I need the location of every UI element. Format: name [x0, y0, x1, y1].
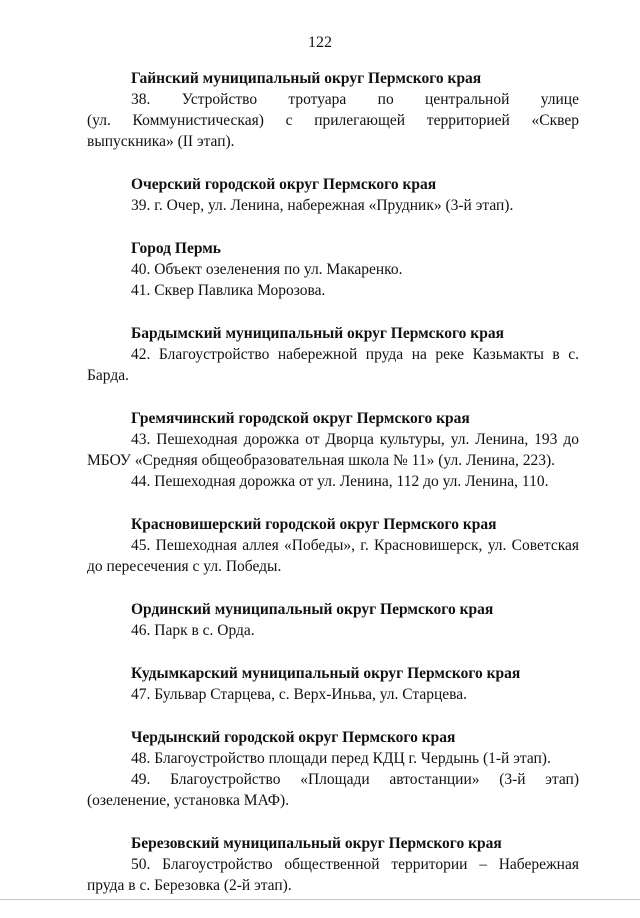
section-title: Гайнский муниципальный округ Пермского края: [131, 70, 482, 87]
section-title: Кудымкарский муниципальный округ Пермского края: [131, 665, 521, 682]
section-title: Очерский городской округ Пермского края: [131, 176, 437, 193]
list-item-41: 41. Сквер Павлика Морозова.: [131, 282, 326, 299]
section-berezovsky: [87, 833, 579, 896]
section-perm: [87, 238, 579, 301]
list-item-44: 44. Пешеходная дорожка от ул. Ленина, 112 до ул. Ленина, 110.: [131, 473, 549, 490]
list-item-42: 42. Благоустройство набережной пруда на реке Казьмакты в с. Барда.: [87, 346, 579, 384]
list-item-47: 47. Бульвар Старцева, с. Верх-Иньва, ул. Старцева.: [131, 686, 468, 703]
section-title: Красновишерский городской округ Пермского края: [131, 516, 497, 533]
section-title: Бардымский муниципальный округ Пермского края: [131, 325, 504, 342]
list-item-38-line1: 38. Устройство тротуара по центральной улице: [131, 91, 579, 108]
list-item-50: 50. Благоустройство общественной территории – Набережная пруда в с. Березовка (2-й этап).: [87, 856, 579, 894]
section-title: Ординский муниципальный округ Пермского края: [131, 601, 494, 618]
list-item-45: 45. Пешеходная аллея «Победы», г. Красновишерск, ул. Советская до пересечения с ул. Победы.: [87, 537, 579, 575]
section-gremyachinsky: [87, 408, 579, 492]
section-ochersky: [87, 174, 579, 216]
list-item-43: 43. Пешеходная дорожка от Дворца культуры, ул. Ленина, 193 до МБОУ «Средняя общеобразовательная школа № 11» (ул. Ленина, 223).: [87, 431, 579, 469]
section-title: Гремячинский городской округ Пермского края: [131, 410, 470, 427]
page-number: 122: [308, 34, 332, 51]
section-ordinsky: [87, 599, 579, 641]
section-cherdynsky: [87, 727, 579, 811]
list-item-49: 49. Благоустройство «Площади автостанции» (3-й этап) (озеленение, установка МАФ).: [87, 771, 579, 809]
list-item-46: 46. Парк в с. Орда.: [131, 622, 255, 639]
list-item-38-continuation: (ул. Коммунистическая) с прилегающей территорией «Сквер выпускника» (II этап).: [87, 112, 579, 150]
section-title: Березовский муниципальный округ Пермского края: [131, 835, 502, 852]
document-body: [87, 68, 579, 918]
section-bardymsky: [87, 323, 579, 386]
section-title: Чердынский городской округ Пермского края: [131, 729, 456, 746]
list-item-48: 48. Благоустройство площади перед КДЦ г. Чердынь (1-й этап).: [131, 750, 551, 767]
list-item-40: 40. Объект озеленения по ул. Макаренко.: [131, 261, 403, 278]
page-bottom-edge: [0, 899, 640, 900]
section-kudymkarsky: [87, 663, 579, 705]
section-krasnovishersky: [87, 514, 579, 577]
section-title: Город Пермь: [131, 240, 221, 257]
list-item-39: 39. г. Очер, ул. Ленина, набережная «Прудник» (3-й этап).: [131, 197, 514, 214]
section-gainsky: [87, 68, 579, 152]
